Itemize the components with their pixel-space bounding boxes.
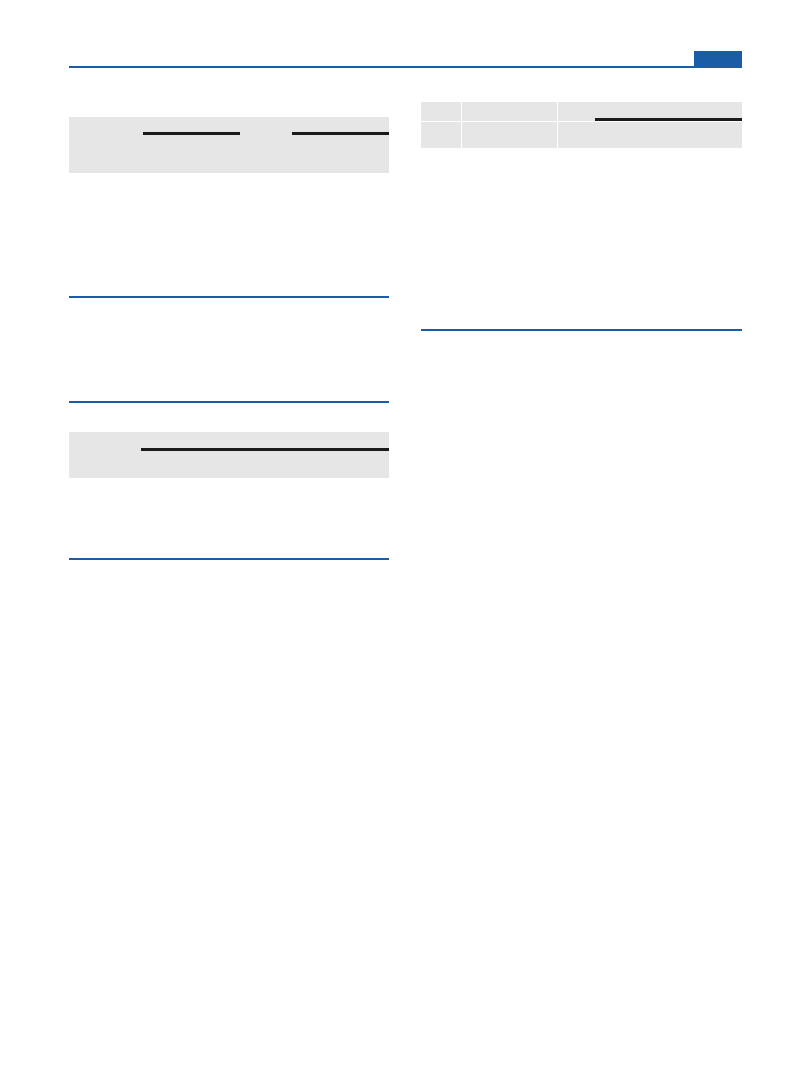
left-table-2-header-line [141, 448, 389, 451]
left-section-rule-1 [69, 296, 389, 298]
left-section-rule-3 [69, 558, 389, 560]
right-table-row-divider [421, 121, 742, 122]
left-table-1-header-line-b [292, 132, 389, 135]
right-table-col-divider-2 [557, 102, 558, 148]
left-table-1 [69, 117, 389, 173]
right-table [421, 102, 742, 148]
page-number-tab [694, 51, 742, 66]
right-table-col-divider-1 [461, 102, 462, 148]
right-section-rule [421, 329, 742, 331]
right-table-header-line [595, 118, 742, 121]
left-table-1-header-line-a [143, 132, 240, 135]
header-rule [69, 66, 742, 68]
left-section-rule-2 [69, 401, 389, 403]
left-table-2 [69, 432, 389, 478]
